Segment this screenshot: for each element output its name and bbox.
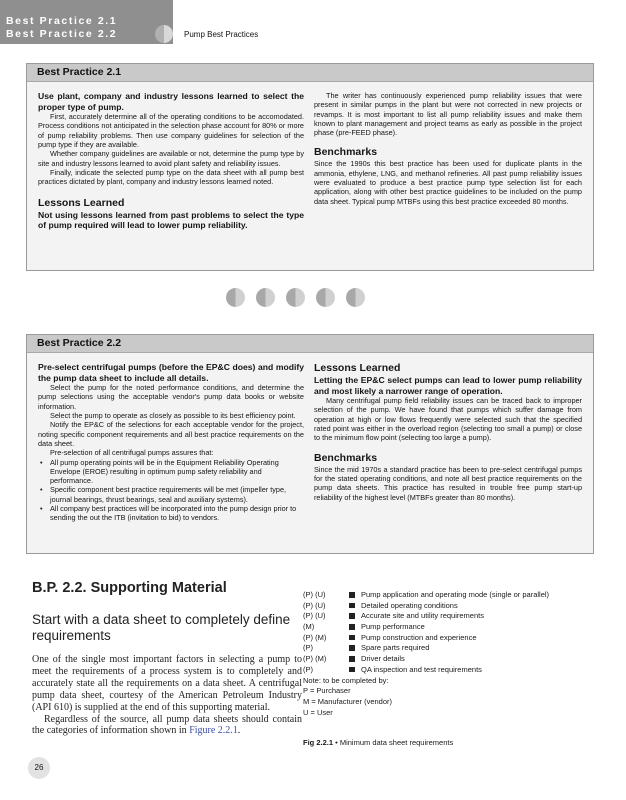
requirement-text: Pump construction and experience: [361, 632, 477, 642]
note-line: P = Purchaser: [303, 686, 351, 696]
figure-caption: [303, 738, 453, 747]
requirement-code: (P) (M): [303, 654, 327, 664]
bp22-benchmarks-text: Since the mid 1970s a standard practice has been to pre-select centrifugal pumps for the stated operating conditions, and note all best practice requirements on the pump data sheets. This practice has resulted in trouble free pump start-up reliability of the highest level (MTBFs greater than 80 months).: [314, 464, 582, 502]
figure-label: Fig 2.2.1: [303, 738, 334, 747]
requirement-text: Spare parts required: [361, 643, 430, 653]
note-line: U = User: [303, 707, 333, 717]
requirement-text: Detailed operating conditions: [361, 600, 458, 610]
square-bullet-icon: [349, 603, 355, 609]
requirement-row: [303, 643, 603, 654]
bp22-benchmarks-heading: Benchmarks: [314, 451, 378, 464]
supporting-material-heading: B.P. 2.2. Supporting Material: [32, 580, 227, 596]
best-practice-2-2-box: [26, 334, 594, 554]
separator-circle-icon: [256, 288, 275, 307]
bp21-lessons-text: Not using lessons learned from past problems to select the type of pump required will lead to lower pump reliability.: [38, 209, 304, 231]
square-bullet-icon: [349, 667, 355, 673]
requirement-row: [303, 654, 603, 665]
bp22-left-column: [38, 362, 304, 523]
bp22-title: Best Practice 2.2: [37, 337, 122, 349]
bp22-lessons-text: Many centrifugal pump field reliability issues can be traced back to improper selection of the pump. We have found that pumps which suffer damage from operation at high or low flows frequently were selected such that the specified rated point was either in the overload region (selecting too small a pump) or close to the minimum flow point (selecting too large a pump).: [314, 396, 582, 443]
bp22-para-4: Pre-selection of all centrifugal pumps assures that:: [50, 448, 214, 458]
bp22-bullet: • All pump operating points will be in the Equipment Reliability Operating Envelope (EROE) resulting in optimum pump safety reliability and performance.: [50, 458, 304, 486]
header-circle-icon: [155, 25, 173, 43]
square-bullet-icon: [349, 635, 355, 641]
requirement-code: (P): [303, 664, 313, 674]
support-para-2-text: Regardless of the source, all pump data sheets should contain the categories of information shown in: [32, 713, 302, 737]
bp21-lead: Use plant, company and industry lessons learned to select the proper type of pump.: [38, 91, 304, 112]
figure-caption-bullet: •: [335, 738, 338, 747]
bp22-title-bar: [27, 335, 593, 353]
page-number: 26: [34, 763, 44, 772]
requirement-row: [303, 611, 603, 622]
supporting-material-subheading: Start with a data sheet to completely define requirements: [32, 612, 291, 643]
requirement-text: Pump application and operating mode (single or parallel): [361, 590, 550, 599]
requirement-row: [303, 601, 603, 612]
figure-link[interactable]: Figure 2.2.1: [189, 725, 238, 737]
requirement-row: [303, 590, 603, 601]
separator-circle-icon: [316, 288, 335, 307]
bp22-lessons-heading: Lessons Learned: [314, 362, 401, 374]
bp21-para-2: Whether company guidelines are available or not, determine the pump type by site and industry lessons learned to avoid plant safety and reliability issues.: [38, 149, 304, 168]
square-bullet-icon: [349, 645, 355, 651]
bp21-para-1: First, accurately determine all of the operating conditions to be accomodated. Process conditions not anticipated in the selection phase account for 80% or more of pump reliability problems. Then use company guidelines for selection of the pump type if they are available.: [38, 112, 304, 150]
support-para-1: One of the single most important factors in selecting a pump to meet the requirements of a process system is to completely and accurately state all the requirements on a data sheet. A centrifugal pump data sheet, courtesy of the American Petroleum Industry (API 610) is supplied at the end of this supporting material.: [32, 654, 302, 713]
bp22-lessons-lead: Letting the EP&C select pumps can lead to lower pump reliability and most likely a narrower range of operation.: [314, 375, 582, 396]
best-practice-2-1-box: [26, 63, 594, 271]
bp21-title: Best Practice 2.1: [37, 66, 122, 78]
requirement-code: (P) (M): [303, 632, 327, 642]
requirement-text: QA inspection and test requirements: [361, 664, 482, 674]
requirement-code: (P): [303, 643, 313, 653]
bp22-bullet: • All company best practices will be incorporated into the pump design prior to sending the out the ITB (invitation to bid) to vendors.: [50, 504, 304, 523]
bp21-right-column: [314, 91, 582, 206]
bp22-bullet: • Specific component best practice requirements will be met (impeller type, journal bearings, thrust bearings, seal and auxiliary systems).: [50, 485, 304, 504]
bp21-benchmarks-heading: Benchmarks: [314, 146, 378, 159]
support-para-2: [32, 714, 302, 738]
separator-circle-icon: [286, 288, 305, 307]
bp21-title-bar: [27, 64, 593, 82]
square-bullet-icon: [349, 624, 355, 630]
note-line: M = Manufacturer (vendor): [303, 696, 392, 706]
requirement-code: (P) (U): [303, 600, 326, 610]
requirement-text: Pump performance: [361, 622, 425, 632]
header-line-2: Best Practice 2.2: [6, 28, 118, 40]
bp21-right-para: The writer has continuously experienced pump reliability issues that were present in similar pumps in the plant but were not corrected in new projects or revamps. It is most important to list all pump reliability issues and make them known to plant management and project teams as early as possible in the project phase (pre-FEED phase).: [314, 91, 582, 138]
bp22-para-3: Notify the EP&C of the selections for each acceptable vendor for the project, noting specific component requirements and all best practice requirements on the data sheet.: [38, 420, 304, 448]
square-bullet-icon: [349, 592, 355, 598]
requirement-code: (P) (U): [303, 590, 326, 599]
requirement-code: (P) (U): [303, 611, 326, 621]
separator-circle-icon: [226, 288, 245, 307]
support-para-2-end: .: [237, 725, 241, 737]
bp21-left-column: [38, 91, 304, 231]
requirement-text: Driver details: [361, 654, 405, 664]
square-bullet-icon: [349, 613, 355, 619]
bp22-bullet-list: [38, 458, 304, 523]
square-bullet-icon: [349, 656, 355, 662]
bp22-para-1: Select the pump for the noted performance conditions, and determine the pump selections using the acceptable vendor's pump data books or website information.: [38, 383, 304, 411]
requirement-row: [303, 633, 603, 644]
figure-caption-text: Minimum data sheet requirements: [339, 738, 454, 747]
note-line: Note: to be completed by:: [303, 675, 389, 685]
header-line-1: Best Practice 2.1: [6, 15, 118, 27]
bp22-para-2: Select the pump to operate as closely as possible to its best efficiency point.: [50, 411, 296, 421]
bp22-right-column: [314, 362, 582, 502]
separator-circle-icon: [346, 288, 365, 307]
bp22-lead: Pre-select centrifugal pumps (before the EP&C does) and modify the pump data sheet to include all details.: [38, 362, 304, 383]
requirement-row: [303, 622, 603, 633]
requirement-code: (M): [303, 622, 315, 632]
requirement-row: [303, 665, 603, 676]
running-title: Pump Best Practices: [184, 30, 259, 39]
requirement-text: Accurate site and utility requirements: [361, 611, 484, 621]
bp21-para-3: Finally, indicate the selected pump type on the data sheet with all pump best practices dictated by plant, company and industry lessons learned noted.: [38, 167, 304, 187]
bp21-lessons-heading: Lessons Learned: [38, 196, 125, 209]
bp21-benchmarks-text: Since the 1990s this best practice has been used for duplicate plants in the ammonia, ethylene, LNG, and methanol refineries. All past pump reliability issues were evaluated to produce a best practice pump type selection list for each application, along with other best practice guidelines to be included on the pump data sheet. Typical pump MTBFs using this best practice exceeded 80 months.: [314, 159, 582, 206]
requirements-list: [303, 590, 603, 718]
supporting-material-body: [32, 654, 302, 737]
